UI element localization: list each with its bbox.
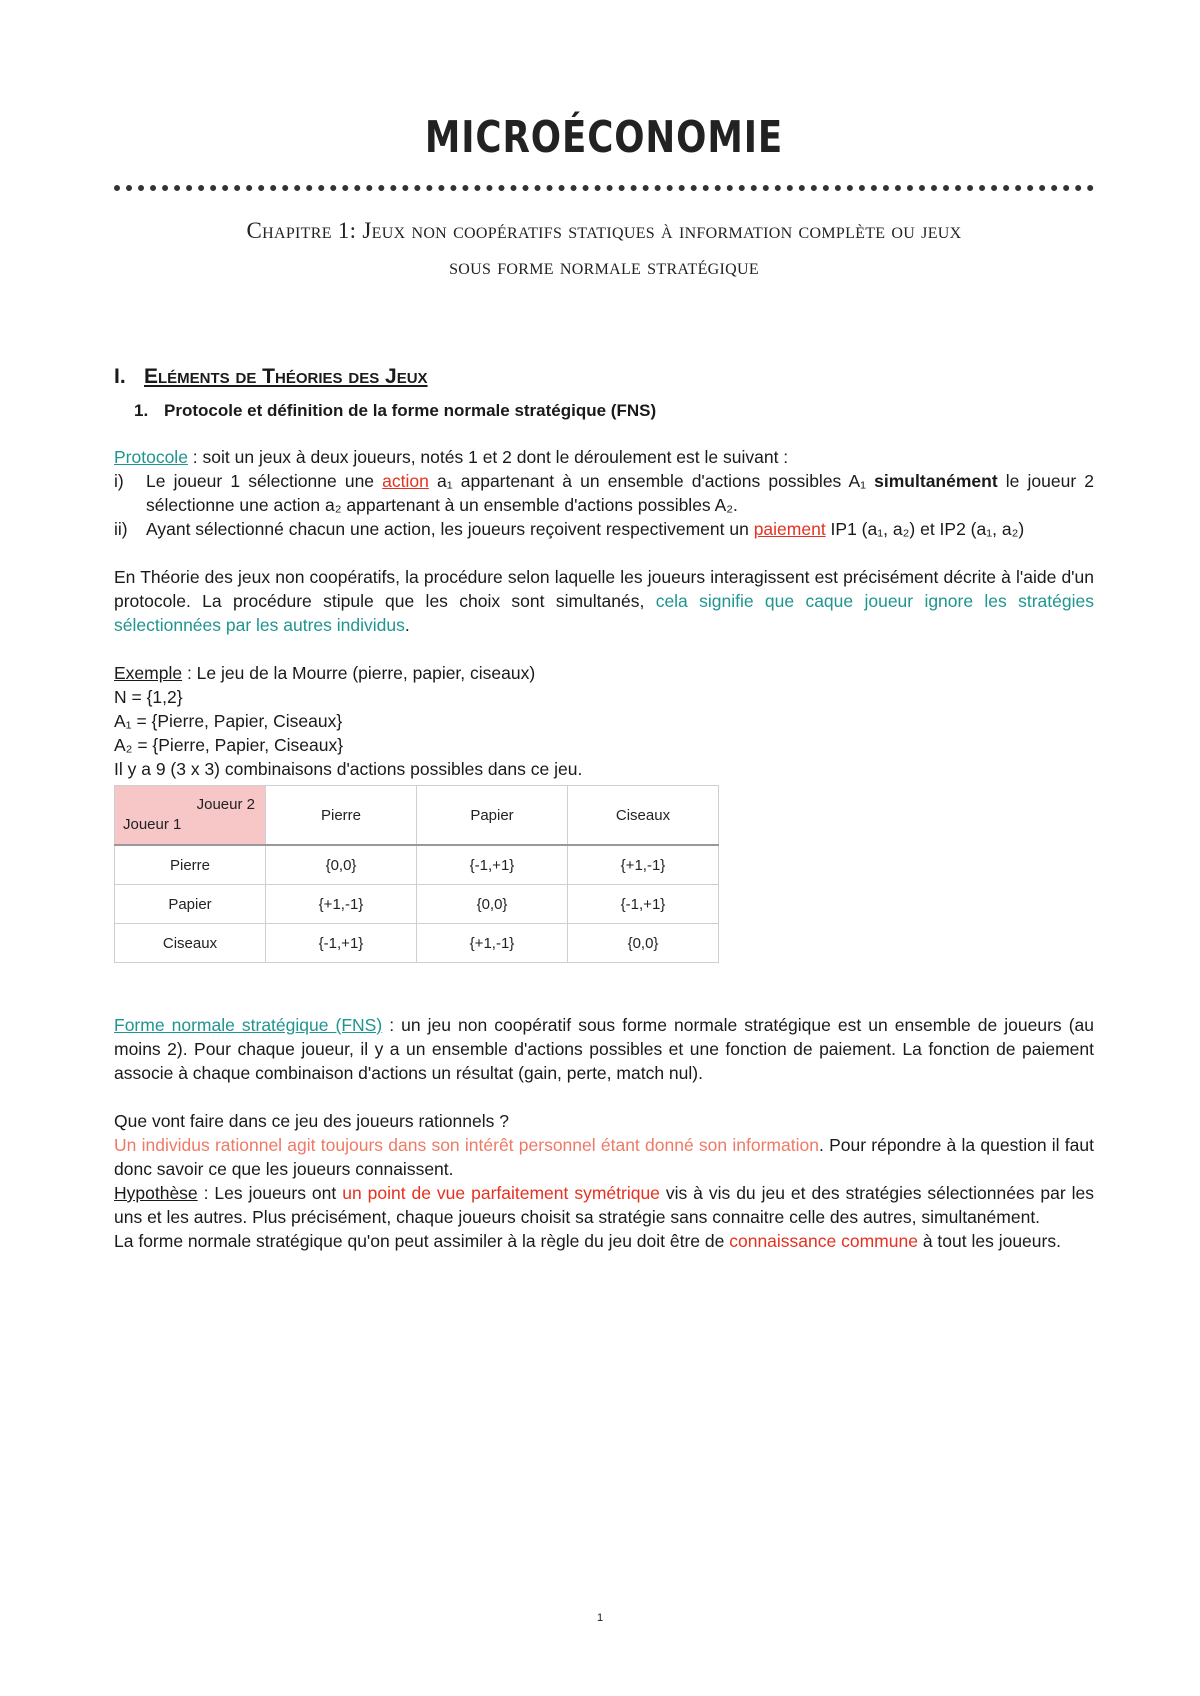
table-row	[115, 885, 719, 924]
item-text: IP1 (a₁, a₂) et IP2 (a₁, a₂)	[825, 519, 1025, 539]
highlight-text: cela signifie que caque joueur ignore les stratégies sélectionnées par les autres individus	[114, 591, 1094, 635]
row-header: Ciseaux	[115, 924, 266, 963]
exemple-text: : Le jeu de la Mourre (pierre, papier, ciseaux)	[182, 663, 536, 683]
paragraph-text: : Les joueurs ont	[197, 1183, 343, 1203]
paragraph-text: En Théorie des jeux non coopératifs, la procédure selon laquelle les joueurs interagissent est précisément décrite à l'aide d'un protocole. La procédure stipule que les choix sont simultanés,	[114, 567, 1094, 611]
page-number: 1	[596, 1612, 604, 1624]
exemple-line: A₂ = {Pierre, Papier, Ciseaux}	[114, 735, 344, 755]
protocole-text: : soit un jeux à deux joueurs, notés 1 et 2 dont le déroulement est le suivant :	[187, 447, 789, 467]
list-marker: ii)	[114, 519, 128, 539]
hypothese-paragraph	[114, 1181, 1094, 1229]
column-header: Ciseaux	[568, 786, 719, 846]
table-header-row	[115, 786, 719, 846]
section-number: I.	[114, 365, 126, 388]
table-cell: {+1,-1}	[568, 845, 719, 885]
rational-question: Que vont faire dans ce jeu des joueurs rationnels ?	[114, 1111, 509, 1131]
table-cell: {0,0}	[568, 924, 719, 963]
section-heading	[114, 365, 1094, 389]
chapter-title	[114, 213, 1094, 285]
hypothese-label: Hypothèse	[114, 1183, 198, 1203]
list-item-body	[146, 469, 1094, 517]
table-cell: {0,0}	[417, 885, 568, 924]
table-cell: {+1,-1}	[266, 885, 417, 924]
section-title: Eléments de Théories des Jeux	[144, 365, 428, 388]
table-cell: {-1,+1}	[568, 885, 719, 924]
column-header: Pierre	[266, 786, 417, 846]
exemple-line: A₁ = {Pierre, Papier, Ciseaux}	[114, 711, 343, 731]
subsection-title: Protocole et définition de la forme normale stratégique (FNS)	[164, 401, 657, 420]
corner-joueur-2: Joueur 2	[196, 796, 255, 813]
payoff-table	[114, 785, 719, 963]
fns-label: Forme normale stratégique (FNS)	[114, 1015, 383, 1035]
paragraph-text: vis à vis du jeu et des stratégies sélectionnées par les uns et les autres. Plus précisément, chaque joueurs choisit sa stratégie sans connaitre celle des autres, simultanément.	[114, 1183, 1095, 1227]
row-header: Papier	[115, 885, 266, 924]
subsection-heading	[134, 401, 1094, 421]
row-header: Pierre	[115, 845, 266, 885]
red-keyword: un point de vue parfaitement symétrique	[342, 1183, 660, 1203]
paragraph-text: .	[404, 615, 410, 635]
exemple-label: Exemple	[114, 663, 183, 683]
paiement-keyword: paiement	[753, 519, 826, 539]
protocole-label: Protocole	[114, 447, 188, 467]
connaissance-paragraph	[114, 1229, 1094, 1253]
table-cell: {-1,+1}	[266, 924, 417, 963]
table-corner-cell	[115, 786, 266, 846]
protocole-block	[114, 445, 1094, 541]
item-text: a₁ appartenant à un ensemble d'actions possibles A₁	[428, 471, 875, 491]
corner-joueur-1: Joueur 1	[123, 816, 182, 833]
subsection-number: 1.	[134, 401, 149, 420]
column-header: Papier	[417, 786, 568, 846]
item-text: Ayant sélectionné chacun une action, les joueurs reçoivent respectivement un	[146, 519, 754, 539]
red-keyword: connaissance commune	[729, 1231, 918, 1251]
table-cell: {+1,-1}	[417, 924, 568, 963]
exemple-block	[114, 661, 1094, 781]
exemple-line: Il y a 9 (3 x 3) combinaisons d'actions possibles dans ce jeu.	[114, 759, 583, 779]
document-title: MICROÉCONOMIE	[424, 112, 784, 163]
exemple-intro	[114, 661, 1094, 685]
action-keyword: action	[382, 471, 429, 491]
table-row	[115, 845, 719, 885]
item-text: le joueur 2 sélectionne une action a₂ appartenant à un ensemble d'actions possibles A₂.	[146, 471, 1095, 515]
list-marker: i)	[114, 471, 124, 491]
exemple-line: N = {1,2}	[114, 687, 183, 707]
rational-block	[114, 1109, 1094, 1253]
list-item-body	[146, 517, 1094, 541]
page-content	[114, 100, 1094, 1253]
item-text: Le joueur 1 sélectionne une	[146, 471, 383, 491]
table-cell: {0,0}	[266, 845, 417, 885]
fns-text: : un jeu non coopératif sous forme normale stratégique est un ensemble de joueurs (au moins 2). Pour chaque joueur, il y a un ensemble d'actions possibles et une fonction de paiement. La fonction de paiement associe à chaque combinaison d'actions un résultat (gain, perte, match nul).	[114, 1015, 1094, 1083]
dotted-divider	[114, 185, 1094, 191]
paragraph-text: . Pour répondre à la question il faut donc savoir ce que les joueurs connaissent.	[114, 1135, 1094, 1179]
table-row	[115, 924, 719, 963]
rational-paragraph	[114, 1133, 1094, 1181]
salmon-text: Un individus rationnel agit toujours dans son intérêt personnel étant donné son information	[114, 1135, 819, 1155]
simultanement-keyword: simultanément	[874, 471, 998, 491]
paragraph-text: à tout les joueurs.	[917, 1231, 1061, 1251]
chapter-title-line2: sous forme normale stratégique	[449, 254, 759, 279]
chapter-title-line1: Chapitre 1: Jeux non coopératifs statiques à information complète ou jeux	[246, 218, 962, 243]
protocole-item-1	[114, 469, 1094, 517]
table-cell: {-1,+1}	[417, 845, 568, 885]
protocole-intro	[114, 445, 1094, 469]
theorie-paragraph	[114, 565, 1094, 637]
protocole-item-2	[114, 517, 1094, 541]
paragraph-text: La forme normale stratégique qu'on peut assimiler à la règle du jeu doit être de	[114, 1231, 730, 1251]
fns-paragraph	[114, 1013, 1094, 1085]
